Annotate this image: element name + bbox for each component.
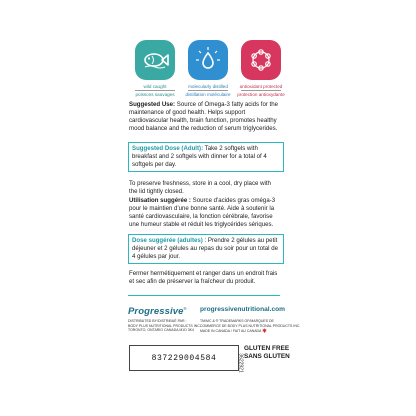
storage-text-fr: Fermer hermétiquement et ranger dans un endroit frais et sec afin de préserver la fraîcheur du produit. bbox=[129, 270, 278, 286]
feature-wild-caught bbox=[132, 40, 178, 97]
utilisation-heading: Utilisation suggérée : bbox=[129, 197, 191, 204]
feature-molecularly-distilled bbox=[185, 40, 231, 97]
suggested-dose-text: Take 2 softgels with breakfast and 2 softgels with dinner for a total of 4 softgels per day. bbox=[132, 145, 267, 169]
distributor-line-2: BODY PLUS NUTRITIONAL PRODUCTS INC. bbox=[128, 323, 201, 328]
divider bbox=[128, 295, 280, 296]
suggested-use-paragraph bbox=[129, 101, 279, 133]
distributor-line-1: DISTRIBUTED BY/DISTRIBUÉ PAR : bbox=[128, 319, 187, 323]
suggested-dose-heading: Suggested Dose (Adult): bbox=[132, 145, 204, 152]
dose-suggeree-box bbox=[128, 234, 284, 264]
feature-label-fr: distillation moléculaire bbox=[185, 91, 231, 97]
lot-code-text: 3622921 bbox=[238, 353, 244, 373]
gluten-free-badge bbox=[244, 345, 290, 360]
divider bbox=[135, 90, 175, 91]
feature-label-en: wild caught bbox=[143, 84, 167, 89]
distributor-line-3: TORONTO, ONTARIO CANADA M1D 3K4 bbox=[128, 328, 194, 332]
trademark-note-2: COMMERCE DE BODY PLUS NUTRITIONAL PRODUCTS INC. bbox=[200, 323, 301, 328]
divider bbox=[188, 90, 228, 91]
feature-label-en: antioxidant protected bbox=[239, 84, 283, 89]
feature-label-en: molecularly distilled bbox=[188, 84, 228, 89]
website-link[interactable]: progressivenutritional.com bbox=[200, 306, 286, 313]
utilisation-paragraph bbox=[129, 197, 279, 229]
utilisation-text: Source d'acides gras oméga-3 pour le maintien d'une bonne santé. Aide à soutenir la santé cardiovasculaire, la fonction cérébrale, favorise une humeur stable et réduit les triglycérides sériques. bbox=[129, 197, 276, 229]
fish-icon bbox=[135, 40, 175, 80]
storage-text-en: To preserve freshness, store in a cool, dry place with the lid tightly closed. bbox=[129, 180, 271, 196]
made-in-canada-text: MADE IN CANADA / FAIT AU CANADA bbox=[200, 329, 262, 333]
brand-logo bbox=[128, 306, 187, 317]
brand-name: Progressive bbox=[128, 306, 184, 317]
dose-suggeree-text: : Prendre 2 gélules au petit déjeuner et 2 gélules au repas du soir pour un total de 4 gélules par jour. bbox=[132, 237, 279, 261]
brand-tm: ® bbox=[183, 306, 187, 311]
feature-label-fr: poissons sauvages bbox=[135, 91, 175, 97]
suggested-dose-box bbox=[128, 142, 284, 172]
dose-suggeree-heading: Dose suggérée (adultes) bbox=[132, 237, 203, 244]
feature-antioxidant-protected bbox=[238, 40, 284, 97]
gluten-free-en: GLUTEN FREE bbox=[244, 345, 290, 352]
trademark-note-1: TM/MC & ® TRADEMARKS OF/MARQUES DE bbox=[200, 319, 274, 323]
molecule-ring-icon bbox=[241, 40, 281, 80]
droplet-icon bbox=[188, 40, 228, 80]
suggested-use-heading: Suggested Use: bbox=[129, 101, 176, 108]
gluten-free-fr: SANS GLUTEN bbox=[244, 352, 290, 360]
feature-icons-row bbox=[132, 40, 284, 97]
feature-label-fr: protection antioxydante bbox=[237, 91, 285, 97]
made-in-canada bbox=[200, 328, 267, 333]
divider bbox=[241, 90, 281, 91]
barcode-box bbox=[129, 345, 239, 371]
barcode-number: 837229004584 bbox=[151, 353, 217, 363]
maple-leaf-icon bbox=[262, 328, 267, 333]
suggested-use-text: Source of Omega-3 fatty acids for the maintenance of good health. Helps support cardiovascular health, brain function, promotes healthy mood balance and the reduction of serum triglycerides. bbox=[129, 101, 279, 133]
